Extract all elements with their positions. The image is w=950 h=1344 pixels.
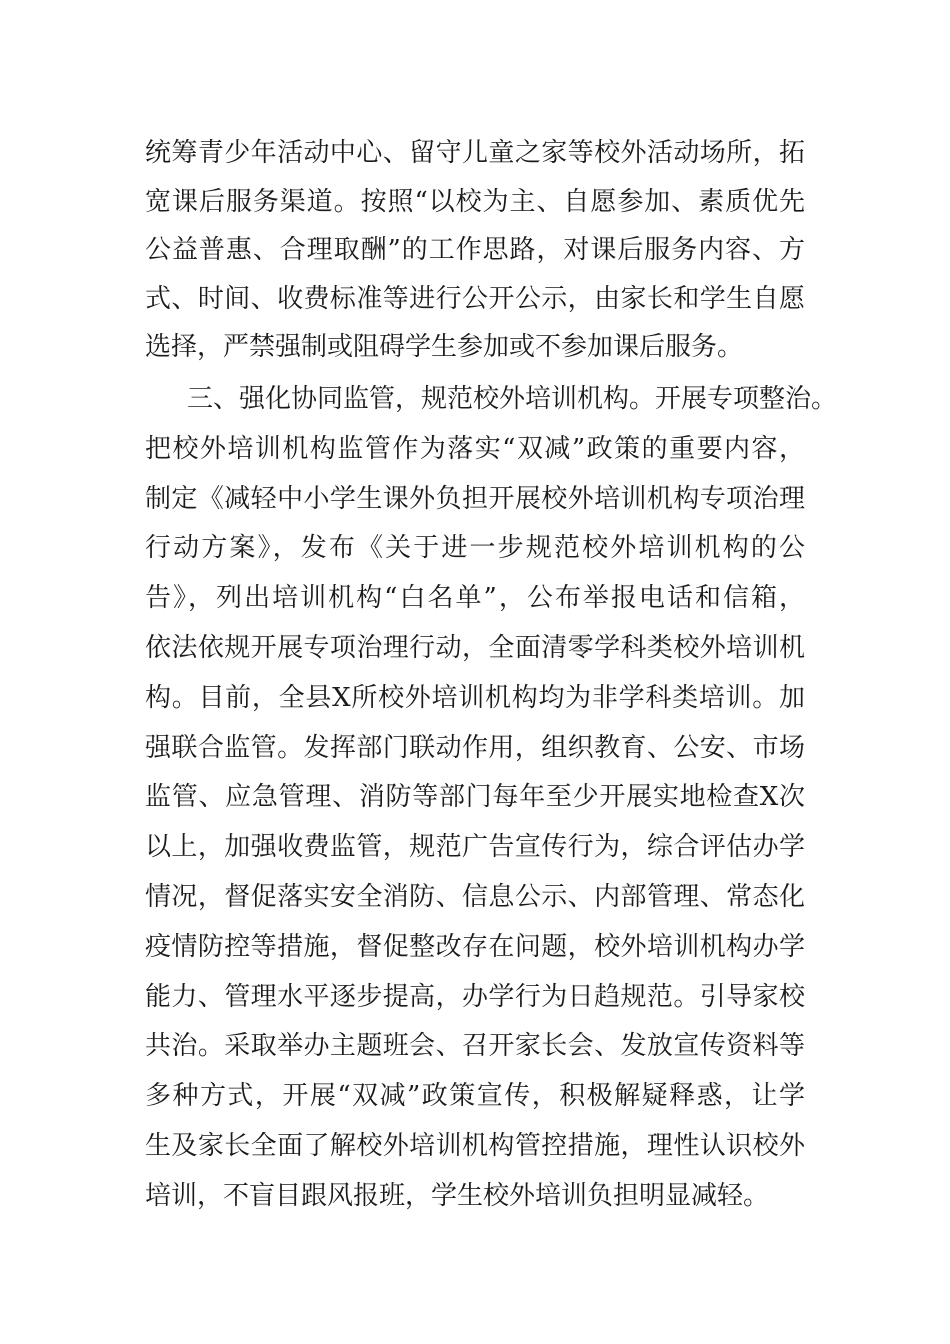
text-line: 把校外培训机构监管作为落实“双减”政策的重要内容， [145, 433, 805, 464]
text-line: 以上，加强收费监管，规范广告宣传行为，综合评估办学 [145, 832, 805, 863]
text-line: 构。目前，全县X所校外培训机构均为非学科类培训。加 [145, 682, 805, 713]
text-line: 依法依规开展专项治理行动，全面清零学科类校外培训机 [145, 632, 805, 663]
text-line: 共治。采取举办主题班会、召开家长会、发放宣传资料等 [145, 1031, 805, 1062]
text-line: 监管、应急管理、消防等部门每年至少开展实地检查X次 [145, 782, 805, 813]
text-line: 生及家长全面了解校外培训机构管控措施，理性认识校外 [145, 1130, 805, 1161]
text-line: 选择，严禁强制或阻碍学生参加或不参加课后服务。 [145, 332, 744, 362]
section-heading-line: 三、强化协同监管，规范校外培训机构。开展专项整治。 [187, 384, 838, 414]
text-line: 告》，列出培训机构“白名单”，公布举报电话和信箱， [145, 583, 805, 614]
text-line: 统筹青少年活动中心、留守儿童之家等校外活动场所，拓 [145, 138, 805, 168]
paragraph-2 [145, 375, 838, 1222]
text-line: 情况，督促落实安全消防、信息公示、内部管理、常态化 [145, 881, 805, 912]
paragraph-1 [145, 129, 805, 372]
text-line: 强联合监管。发挥部门联动作用，组织教育、公安、市场 [145, 732, 805, 763]
text-line: 行动方案》，发布《关于进一步规范校外培训机构的公 [145, 533, 805, 564]
text-line: 培训，不盲目跟风报班，学生校外培训负担明显减轻。 [145, 1180, 770, 1211]
text-line: 公益普惠、合理取酬”的工作思路，对课后服务内容、方 [145, 235, 805, 265]
text-line: 式、时间、收费标准等进行公开公示，由家长和学生自愿 [145, 283, 805, 314]
text-line: 宽课后服务渠道。按照“以校为主、自愿参加、素质优先 [145, 186, 805, 217]
text-line: 多种方式，开展“双减”政策宣传，积极解疑释惑，让学 [145, 1081, 805, 1112]
text-line: 制定《减轻中小学生课外负担开展校外培训机构专项治理 [145, 483, 805, 514]
text-line: 能力、管理水平逐步提高，办学行为日趋规范。引导家校 [145, 981, 805, 1012]
text-line: 疫情防控等措施，督促整改存在问题，校外培训机构办学 [145, 931, 805, 962]
